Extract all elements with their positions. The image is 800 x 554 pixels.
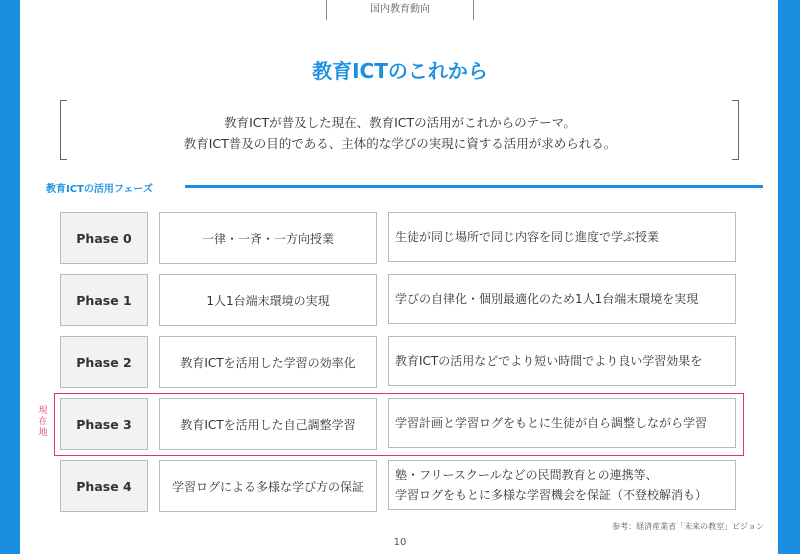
phase-row-4 [0,460,800,512]
section-rule [185,185,763,188]
phase-desc-3 [388,398,736,448]
phase-desc-2 [388,336,736,386]
phase-row-2 [0,336,800,388]
phase-label-3: Phase 3 [60,398,148,450]
intro-line-2: 教育ICT普及の目的である、主体的な学びの実現に資する活用が求められる。 [183,136,617,151]
phase-title-4: 学習ログによる多様な学び方の保証 [159,460,377,512]
phase-desc-4-line-1: 塾・フリースクールなどの民間教育との連携等、 [395,468,658,482]
phase-desc-1 [388,274,736,324]
phase-desc-0 [388,212,736,262]
page-number: 10 [393,537,407,548]
phase-desc-2-line-1: 教育ICTの活用などでより短い時間でより良い学習効果を [395,354,703,368]
phase-title-2: 教育ICTを活用した学習の効率化 [159,336,377,388]
phase-title-1: 1人1台端末環境の実現 [159,274,377,326]
phase-label-1: Phase 1 [60,274,148,326]
intro-line-1: 教育ICTが普及した現在、教育ICTの活用がこれからのテーマ。 [224,115,576,130]
phase-row-3 [0,398,800,450]
intro-bracket-left [60,100,67,160]
intro-bracket-right [732,100,739,160]
phase-title-3: 教育ICTを活用した自己調整学習 [159,398,377,450]
header-tab: 国内教育動向 [326,0,474,20]
phase-desc-0-line-1: 生徒が同じ場所で同じ内容を同じ進度で学ぶ授業 [395,230,660,244]
phase-desc-3-line-1: 学習計画と学習ログをもとに生徒が自ら調整しながら学習 [395,416,708,430]
phase-title-0: 一律・一斉・一方向授業 [159,212,377,264]
section-label: 教育ICTの活用フェーズ [46,184,153,195]
intro-text [70,112,730,154]
reference-note: 参考：経済産業省「未来の教室」ビジョン [612,522,764,531]
phase-label-4: Phase 4 [60,460,148,512]
phase-row-0 [0,212,800,264]
phase-desc-4-line-2: 学習ログをもとに多様な学習機会を保証（不登校解消も） [395,488,708,502]
phase-label-2: Phase 2 [60,336,148,388]
phase-desc-1-line-1: 学びの自律化・個別最適化のため1人1台端末環境を実現 [395,292,699,306]
phase-desc-4 [388,460,736,510]
phase-label-0: Phase 0 [60,212,148,264]
phase-row-1 [0,274,800,326]
page-title: 教育ICTのこれから [312,59,488,83]
current-position-label: 現在地 [38,406,48,438]
